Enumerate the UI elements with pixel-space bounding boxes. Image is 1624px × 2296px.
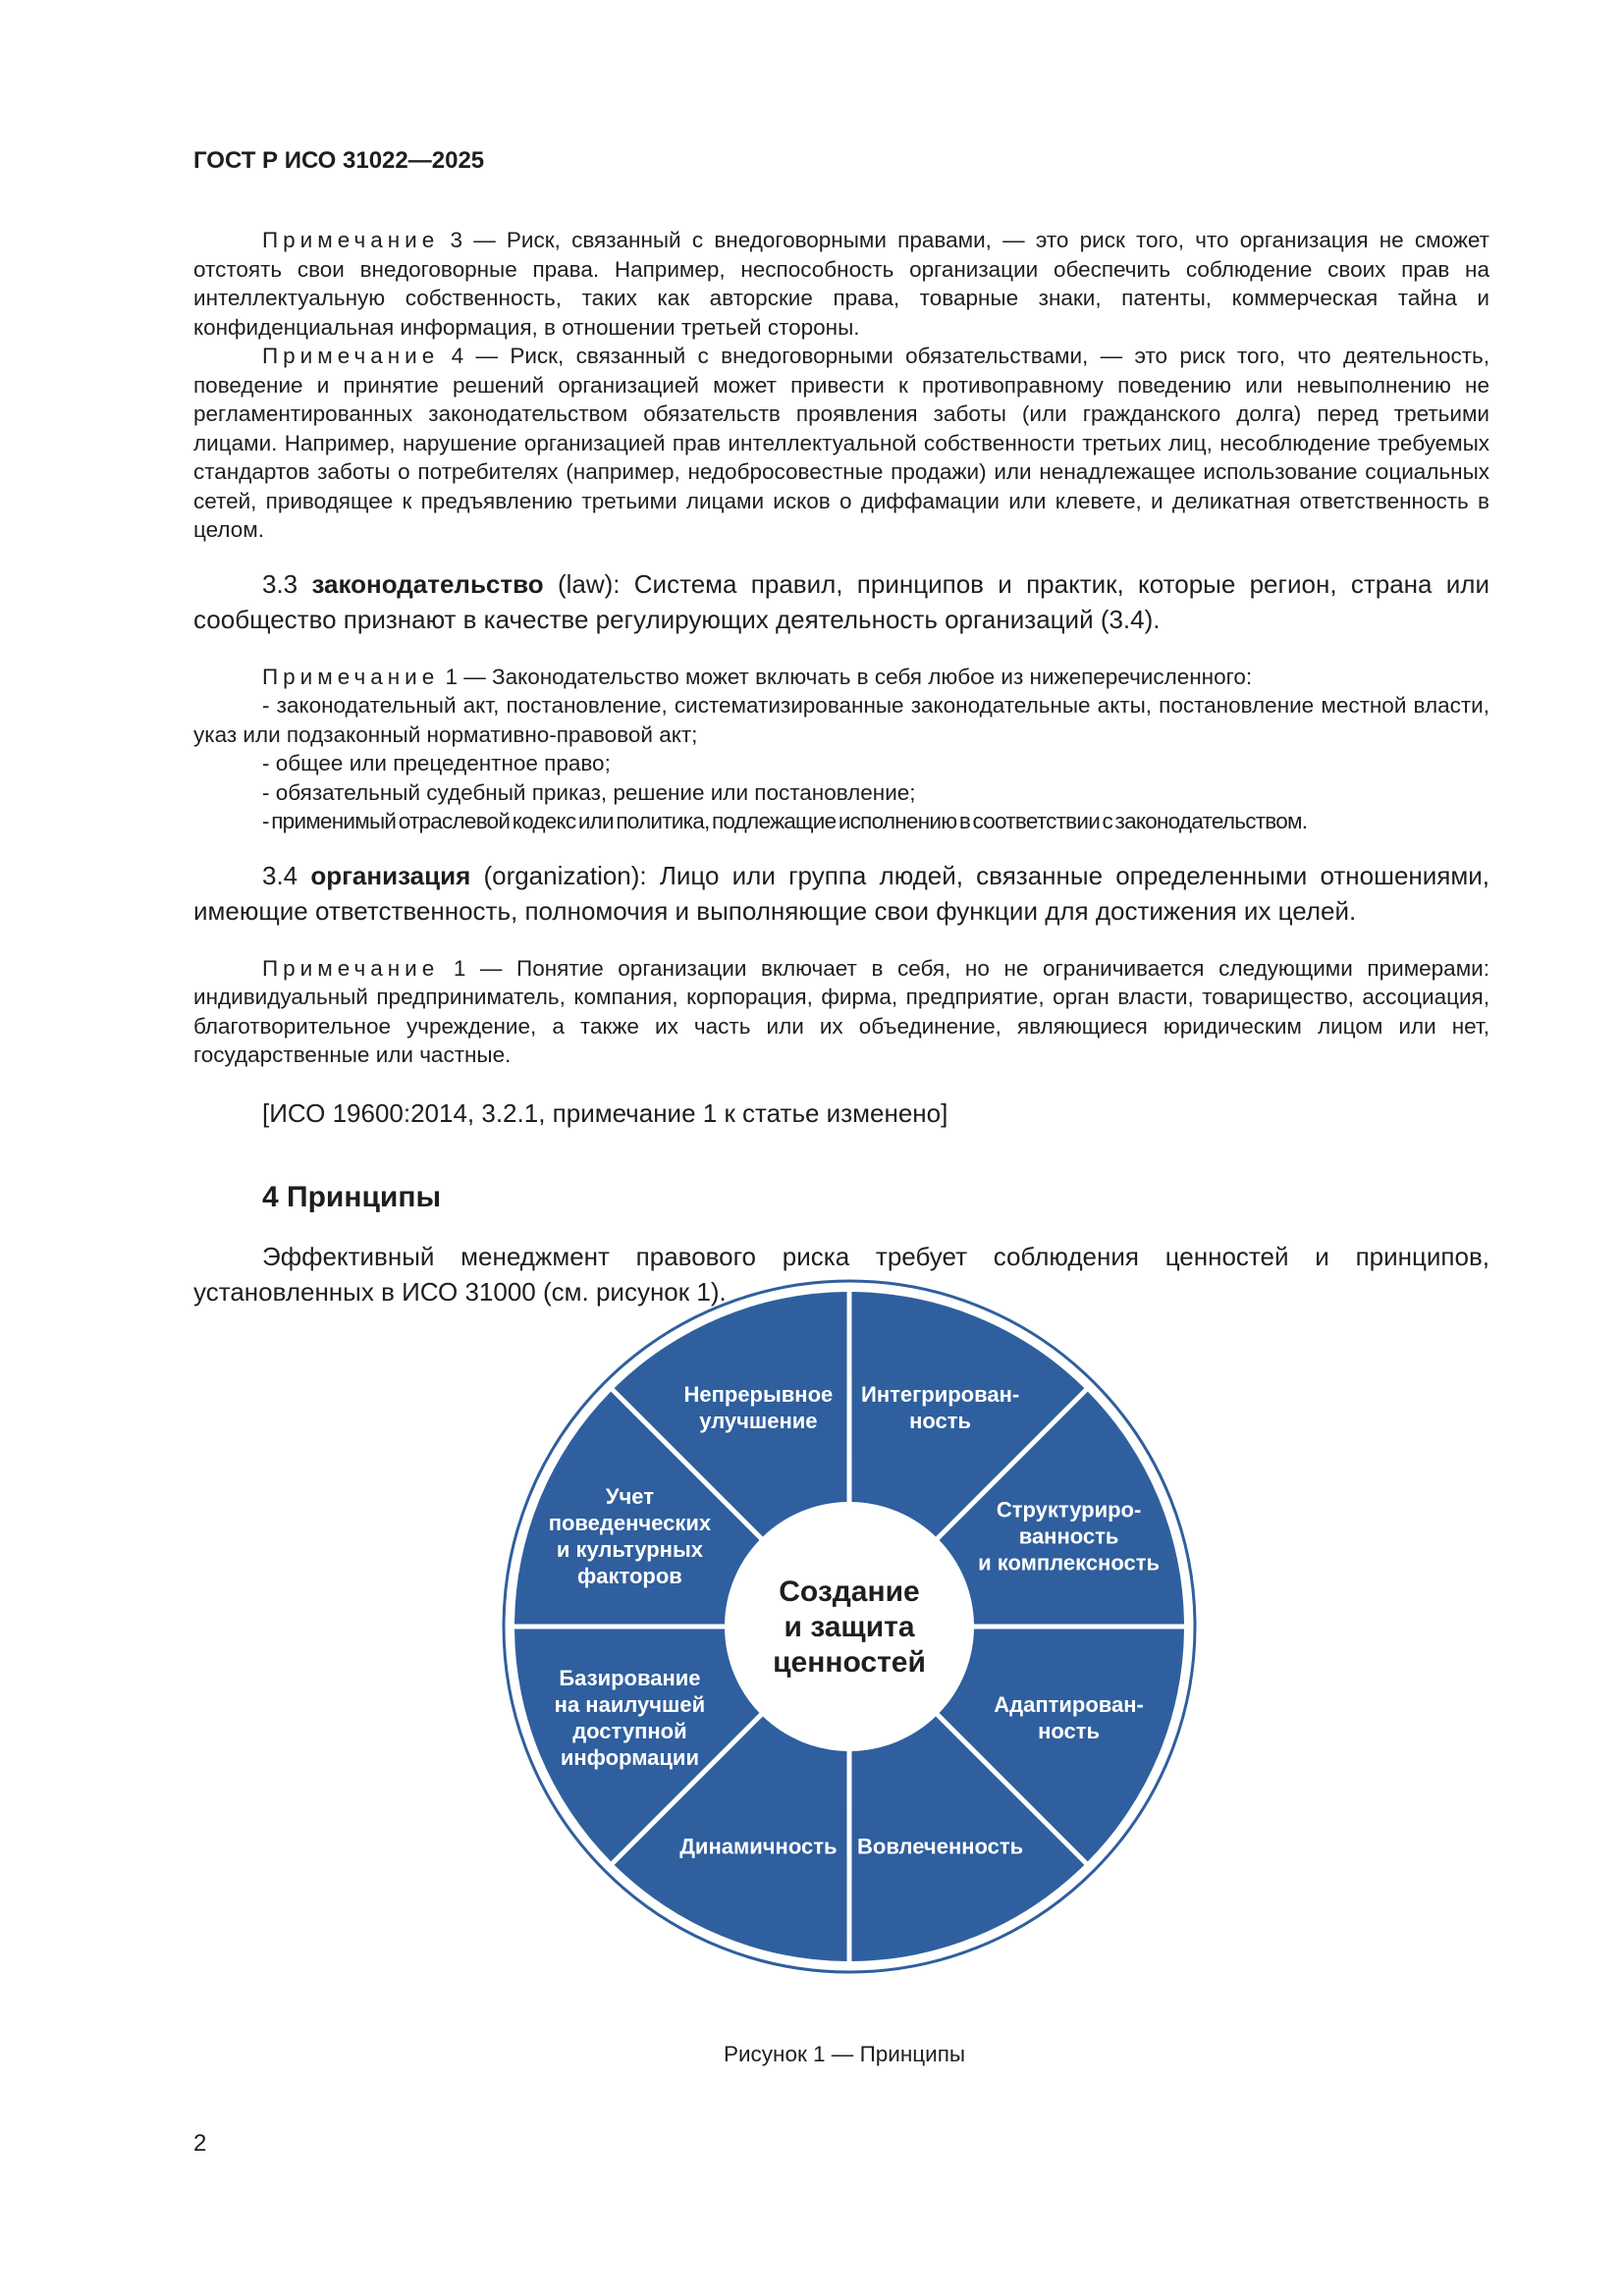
segment-label: Вовлеченность bbox=[857, 1834, 1024, 1859]
list-item: - законодательный акт, постановление, систематизированные законодательные акты, постановление местной власти, указ или подзаконный нормативно-правовой акт; bbox=[193, 691, 1489, 749]
segment-label: Непрерывное улучшение bbox=[683, 1381, 834, 1433]
segment-label: Адаптирован-ность bbox=[994, 1692, 1144, 1744]
list-item: - обязательный судебный приказ, решение или постановление; bbox=[193, 778, 1489, 808]
term-definition: (organization): Лицо или группа людей, связанные определенными отношениями, имеющие ответственность, полномочия и выполняющие свои функции для достижения их целей. bbox=[193, 860, 1490, 926]
segment-label: Базирование на наилучшей доступной информации bbox=[554, 1666, 706, 1771]
term-number: 3.4 bbox=[262, 860, 311, 890]
document-body bbox=[193, 226, 1489, 1309]
note-text: 1 — Понятие организации включает в себя, но не ограничивается следующими примерами: индивидуальный предприниматель, компания, корпорация, фирма, предприятие, орган власти, товарищество, ассоциация, благотворительное учреждение, а также их часть или их объединение, являющиеся юридическим лицом или нет, государственные или частные. bbox=[193, 955, 1489, 1067]
source-reference: [ИСО 19600:2014, 3.2.1, примечание 1 к статье изменено] bbox=[262, 1097, 948, 1128]
principles-wheel bbox=[501, 1278, 1198, 1975]
segment-label: Учет поведенческих и культурных факторов bbox=[548, 1483, 712, 1588]
list-item: - применимый отраслевой кодекс или политика, подлежащие исполнению в соответствии с законодательством. bbox=[193, 807, 1489, 836]
term-number: 3.3 bbox=[262, 568, 312, 599]
note-label: Примечание bbox=[262, 955, 440, 981]
document-header: ГОСТ Р ИСО 31022—2025 bbox=[193, 147, 485, 174]
note-4 bbox=[193, 342, 1489, 545]
page-number: 2 bbox=[193, 2130, 207, 2157]
list-item: - общее или прецедентное право; bbox=[193, 749, 1489, 778]
term-3-4 bbox=[193, 858, 1489, 929]
note-label: Примечание bbox=[262, 664, 440, 689]
section-text: Эффективный менеджмент правового риска требует соблюдения ценностей и принципов, установленных в ИСО 31000 (см. рисунок 1). bbox=[193, 1241, 1489, 1307]
figure-caption: Рисунок 1 — Принципы bbox=[723, 2042, 966, 2066]
term-name: организация bbox=[310, 860, 471, 890]
note-label: Примечание bbox=[262, 228, 440, 252]
note-text: 4 — Риск, связанный с внедоговорными обязательствами, — это риск того, что деятельность, поведение и принятие решений организацией может привести к противоправному поведению или невыполнению не регламентированных законодательством обязательств проявления заботы (или гражданского долга) перед третьими лицами. Например, нарушение организацией прав интеллектуальной собственности третьих лиц, несоблюдение требуемых стандартов заботы о потребителях (например, недобросовестные продажи) или ненадлежащее использование социальных сетей, приводящее к предъявлению третьими лицами исков о диффамации или клевете, и деликатная ответственность в целом. bbox=[193, 344, 1489, 542]
segment-label: Динамичность bbox=[679, 1834, 838, 1859]
law-list bbox=[193, 691, 1489, 836]
center-label: Создание и защита ценностей bbox=[773, 1575, 926, 1679]
note-label: Примечание bbox=[262, 344, 440, 368]
note-text: 3 — Риск, связанный с внедоговорными правами, — это риск того, что организация не сможет отстоять свои внедоговорные права. Например, неспособность организации обеспечить соблюдение своих прав на интеллектуальную собственность, таких как авторские права, товарные знаки, патенты, коммерческая тайна и конфиденциальная информация, в отношении третьей стороны. bbox=[193, 228, 1489, 340]
segment-label: Интегрирован-ность bbox=[861, 1381, 1020, 1433]
note-3-3 bbox=[193, 663, 1489, 692]
term-name: законодательство bbox=[311, 568, 544, 599]
segment-label: Структуриро-ванность и комплексность bbox=[978, 1497, 1161, 1575]
note-3-4 bbox=[193, 954, 1489, 1070]
term-3-3 bbox=[193, 566, 1489, 637]
section-title: 4 Принципы bbox=[262, 1180, 442, 1213]
note-3 bbox=[193, 226, 1489, 342]
note-text: 1 — Законодательство может включать в себя любое из нижеперечисленного: bbox=[439, 664, 1253, 689]
term-definition: (law): Система правил, принципов и практик, которые регион, страна или сообщество признают в качестве регулирующих деятельность организаций (3.4). bbox=[193, 568, 1489, 634]
principles-figure bbox=[501, 1278, 1198, 1975]
